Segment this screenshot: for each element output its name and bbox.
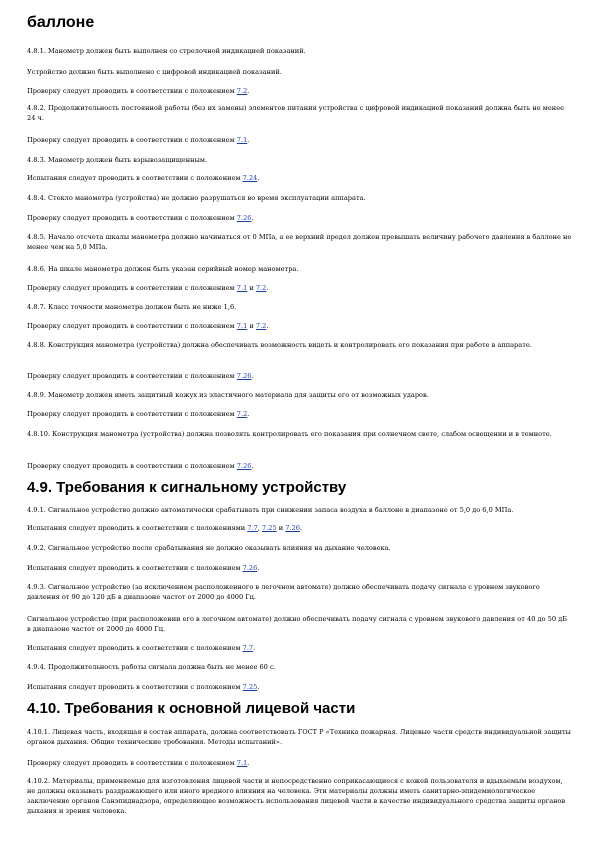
section-link[interactable]: 7.2 bbox=[236, 410, 248, 418]
paragraph-text: Проверку следует проводить в соответствии с положением bbox=[27, 284, 237, 292]
paragraph-end: . bbox=[247, 136, 250, 144]
section-heading-top: баллоне bbox=[27, 14, 95, 31]
section-link[interactable]: 7.1 bbox=[236, 759, 248, 767]
paragraph-text: Испытания следует проводить в соответствии с положением bbox=[27, 683, 243, 691]
paragraph-text: Проверку следует проводить в соответствии с положением bbox=[27, 372, 237, 380]
paragraph-text: Проверку следует проводить в соответствии с положением bbox=[27, 87, 237, 95]
link-separator: и bbox=[247, 322, 256, 330]
section-link[interactable]: 7.26 bbox=[236, 372, 252, 380]
section-link[interactable]: 7.24 bbox=[242, 174, 258, 182]
section-link[interactable]: 7.25 bbox=[261, 524, 277, 532]
paragraph: Устройство должно быть выполнено с цифровой индикацией показаний. bbox=[27, 68, 282, 76]
paragraph-text: Проверку следует проводить в соответствии с положением bbox=[27, 214, 237, 222]
paragraph bbox=[27, 643, 572, 653]
section-link[interactable]: 7.26 bbox=[236, 214, 252, 222]
paragraph: 4.9.4. Продолжительность работы сигнала должна быть не менее 60 с. bbox=[27, 663, 276, 671]
section-link[interactable]: 7.1 bbox=[236, 136, 248, 144]
paragraph: 4.8.2. Продолжительность постоянной работы (без их замены) элементов питания устройства с цифровой индикацией показаний должна быть не менее 24 ч. bbox=[27, 104, 565, 122]
paragraph: 4.8.3. Манометр должен быть взрывозащищенным. bbox=[27, 156, 208, 164]
paragraph-text: Проверку следует проводить в соответствии с положением bbox=[27, 322, 237, 330]
section-heading-4-9: 4.9. Требования к сигнальному устройству bbox=[27, 479, 347, 496]
paragraph bbox=[27, 135, 572, 145]
paragraph-end: . bbox=[299, 524, 303, 532]
paragraph bbox=[27, 563, 572, 573]
paragraph-end: . bbox=[257, 564, 260, 572]
paragraph bbox=[27, 371, 572, 381]
section-link[interactable]: 7.26 bbox=[285, 524, 300, 532]
paragraph-end: . bbox=[257, 683, 260, 691]
section-link[interactable]: 7.1 bbox=[236, 322, 248, 330]
paragraph-text: Испытания следует проводить в соответствии с положением bbox=[27, 174, 243, 182]
paragraph-end: . bbox=[257, 174, 260, 182]
paragraph bbox=[27, 173, 572, 183]
section-link[interactable]: 7.25 bbox=[242, 683, 258, 691]
paragraph-end: . bbox=[266, 284, 269, 292]
paragraph-end: . bbox=[247, 759, 250, 767]
paragraph: 4.8.9. Манометр должен иметь защитный кожух из эластичного материала для защиты его от возможных ударов. bbox=[27, 391, 429, 399]
paragraph: 4.9.1. Сигнальное устройство должно автоматически срабатывать при снижении запаса воздуха в баллоне в диапазоне от 5,0 до 6,0 МПа. bbox=[27, 506, 514, 514]
section-link[interactable]: 7.7 bbox=[247, 524, 258, 532]
link-separator: и bbox=[247, 284, 256, 292]
paragraph bbox=[27, 758, 572, 768]
paragraph: 4.8.5. Начало отсчета шкалы манометра должно начинаться от 0 МПа, а ее верхний предел должен превышать величину рабочего давления в баллоне не менее чем на 5,0 МПа. bbox=[27, 233, 572, 251]
paragraph: 4.8.1. Манометр должен быть выполнен со стрелочной индикацией показаний. bbox=[27, 47, 306, 55]
paragraph bbox=[27, 461, 572, 471]
paragraph: 4.8.6. На шкале манометра должен быть указан серийный номер манометра. bbox=[27, 265, 299, 273]
paragraph: 4.8.10. Конструкция манометра (устройства) должна позволять контролировать его показания при солнечном свете, слабом освещении и в темноте. bbox=[27, 430, 552, 438]
paragraph-text: Испытания следует проводить в соответствии с положением bbox=[27, 644, 243, 652]
paragraph bbox=[27, 409, 572, 419]
paragraph: 4.9.3. Сигнальное устройство (за исключением расположенного в легочном автомате) должно обеспечивать подачу сигнала с уровнем звукового давления от 90 до 120 дБ в диапазоне частот от 2000 до 4000 Гц. bbox=[27, 583, 540, 601]
paragraph-text: Испытания следует проводить в соответствии с положениями bbox=[27, 524, 248, 532]
paragraph-end: . bbox=[251, 462, 254, 470]
paragraph-text: Проверку следует проводить в соответствии с положением bbox=[27, 136, 237, 144]
paragraph-end: . bbox=[253, 644, 256, 652]
paragraph-text: Проверку следует проводить в соответствии с положением bbox=[27, 759, 237, 767]
paragraph bbox=[27, 321, 572, 331]
paragraph-text: Проверку следует проводить в соответствии с положением bbox=[27, 410, 237, 418]
paragraph-end: . bbox=[266, 322, 269, 330]
paragraph-end: . bbox=[247, 410, 250, 418]
paragraph: 4.8.7. Класс точности манометра должен быть не ниже 1,6. bbox=[27, 303, 237, 311]
section-link[interactable]: 7.1 bbox=[236, 284, 248, 292]
paragraph: 4.10.2. Материалы, применяемые для изготовления лицевой части и непосредственно соприкасающиеся с кожей пользователя и вдыхаемым воздухом, не должны оказывать раздражающего или иного вредного влияния на человека. Эти материалы должны иметь санитарно-эпидемиологическое заключение органов Санэпиднадзора, определяющее возможность использования лицевой части в качестве индивидуального средства защиты органов дыхания и зрения человека. bbox=[27, 777, 566, 815]
paragraph-text: Проверку следует проводить в соответствии с положением bbox=[27, 462, 237, 470]
section-link[interactable]: 7.26 bbox=[236, 462, 252, 470]
paragraph: 4.9.2. Сигнальное устройство после срабатывания не должно оказывать влияния на дыхание человека. bbox=[27, 544, 391, 552]
section-link[interactable]: 7.2 bbox=[255, 322, 267, 330]
paragraph-end: . bbox=[247, 87, 250, 95]
paragraph bbox=[27, 86, 572, 96]
section-link[interactable]: 7.2 bbox=[236, 87, 248, 95]
paragraph: Сигнальное устройство (при расположении его в легочном автомате) должно обеспечивать подачу сигнала с уровнем звукового давления от 40 до 50 дБ в диапазоне частот от 2000 до 4000 Гц. bbox=[27, 615, 568, 633]
paragraph-end: . bbox=[251, 214, 254, 222]
paragraph: 4.8.8. Конструкция манометра (устройства) должна обеспечивать возможность видеть и контролировать его показания при работе в аппарате. bbox=[27, 341, 532, 349]
paragraph bbox=[27, 682, 572, 692]
section-link[interactable]: 7.26 bbox=[242, 564, 258, 572]
paragraph bbox=[27, 523, 572, 533]
paragraph bbox=[27, 283, 572, 293]
section-link[interactable]: 7.2 bbox=[255, 284, 267, 292]
paragraph-text: Испытания следует проводить в соответствии с положением bbox=[27, 564, 243, 572]
link-separator: , bbox=[257, 524, 262, 532]
paragraph bbox=[27, 213, 572, 223]
link-separator: и bbox=[276, 524, 286, 532]
section-link[interactable]: 7.7 bbox=[242, 644, 254, 652]
section-heading-4-10: 4.10. Требования к основной лицевой части bbox=[27, 700, 356, 717]
paragraph: 4.8.4. Стекло манометра (устройства) не должно разрушаться во время эксплуатации аппарата. bbox=[27, 194, 366, 202]
paragraph-end: . bbox=[251, 372, 254, 380]
paragraph: 4.10.1. Лицевая часть, входящая в состав аппарата, должна соответствовать ГОСТ Р «Техника пожарная. Лицевые части средств индивидуальной защиты органов дыхания. Общие технические требования. Методы испытаний». bbox=[27, 728, 571, 746]
